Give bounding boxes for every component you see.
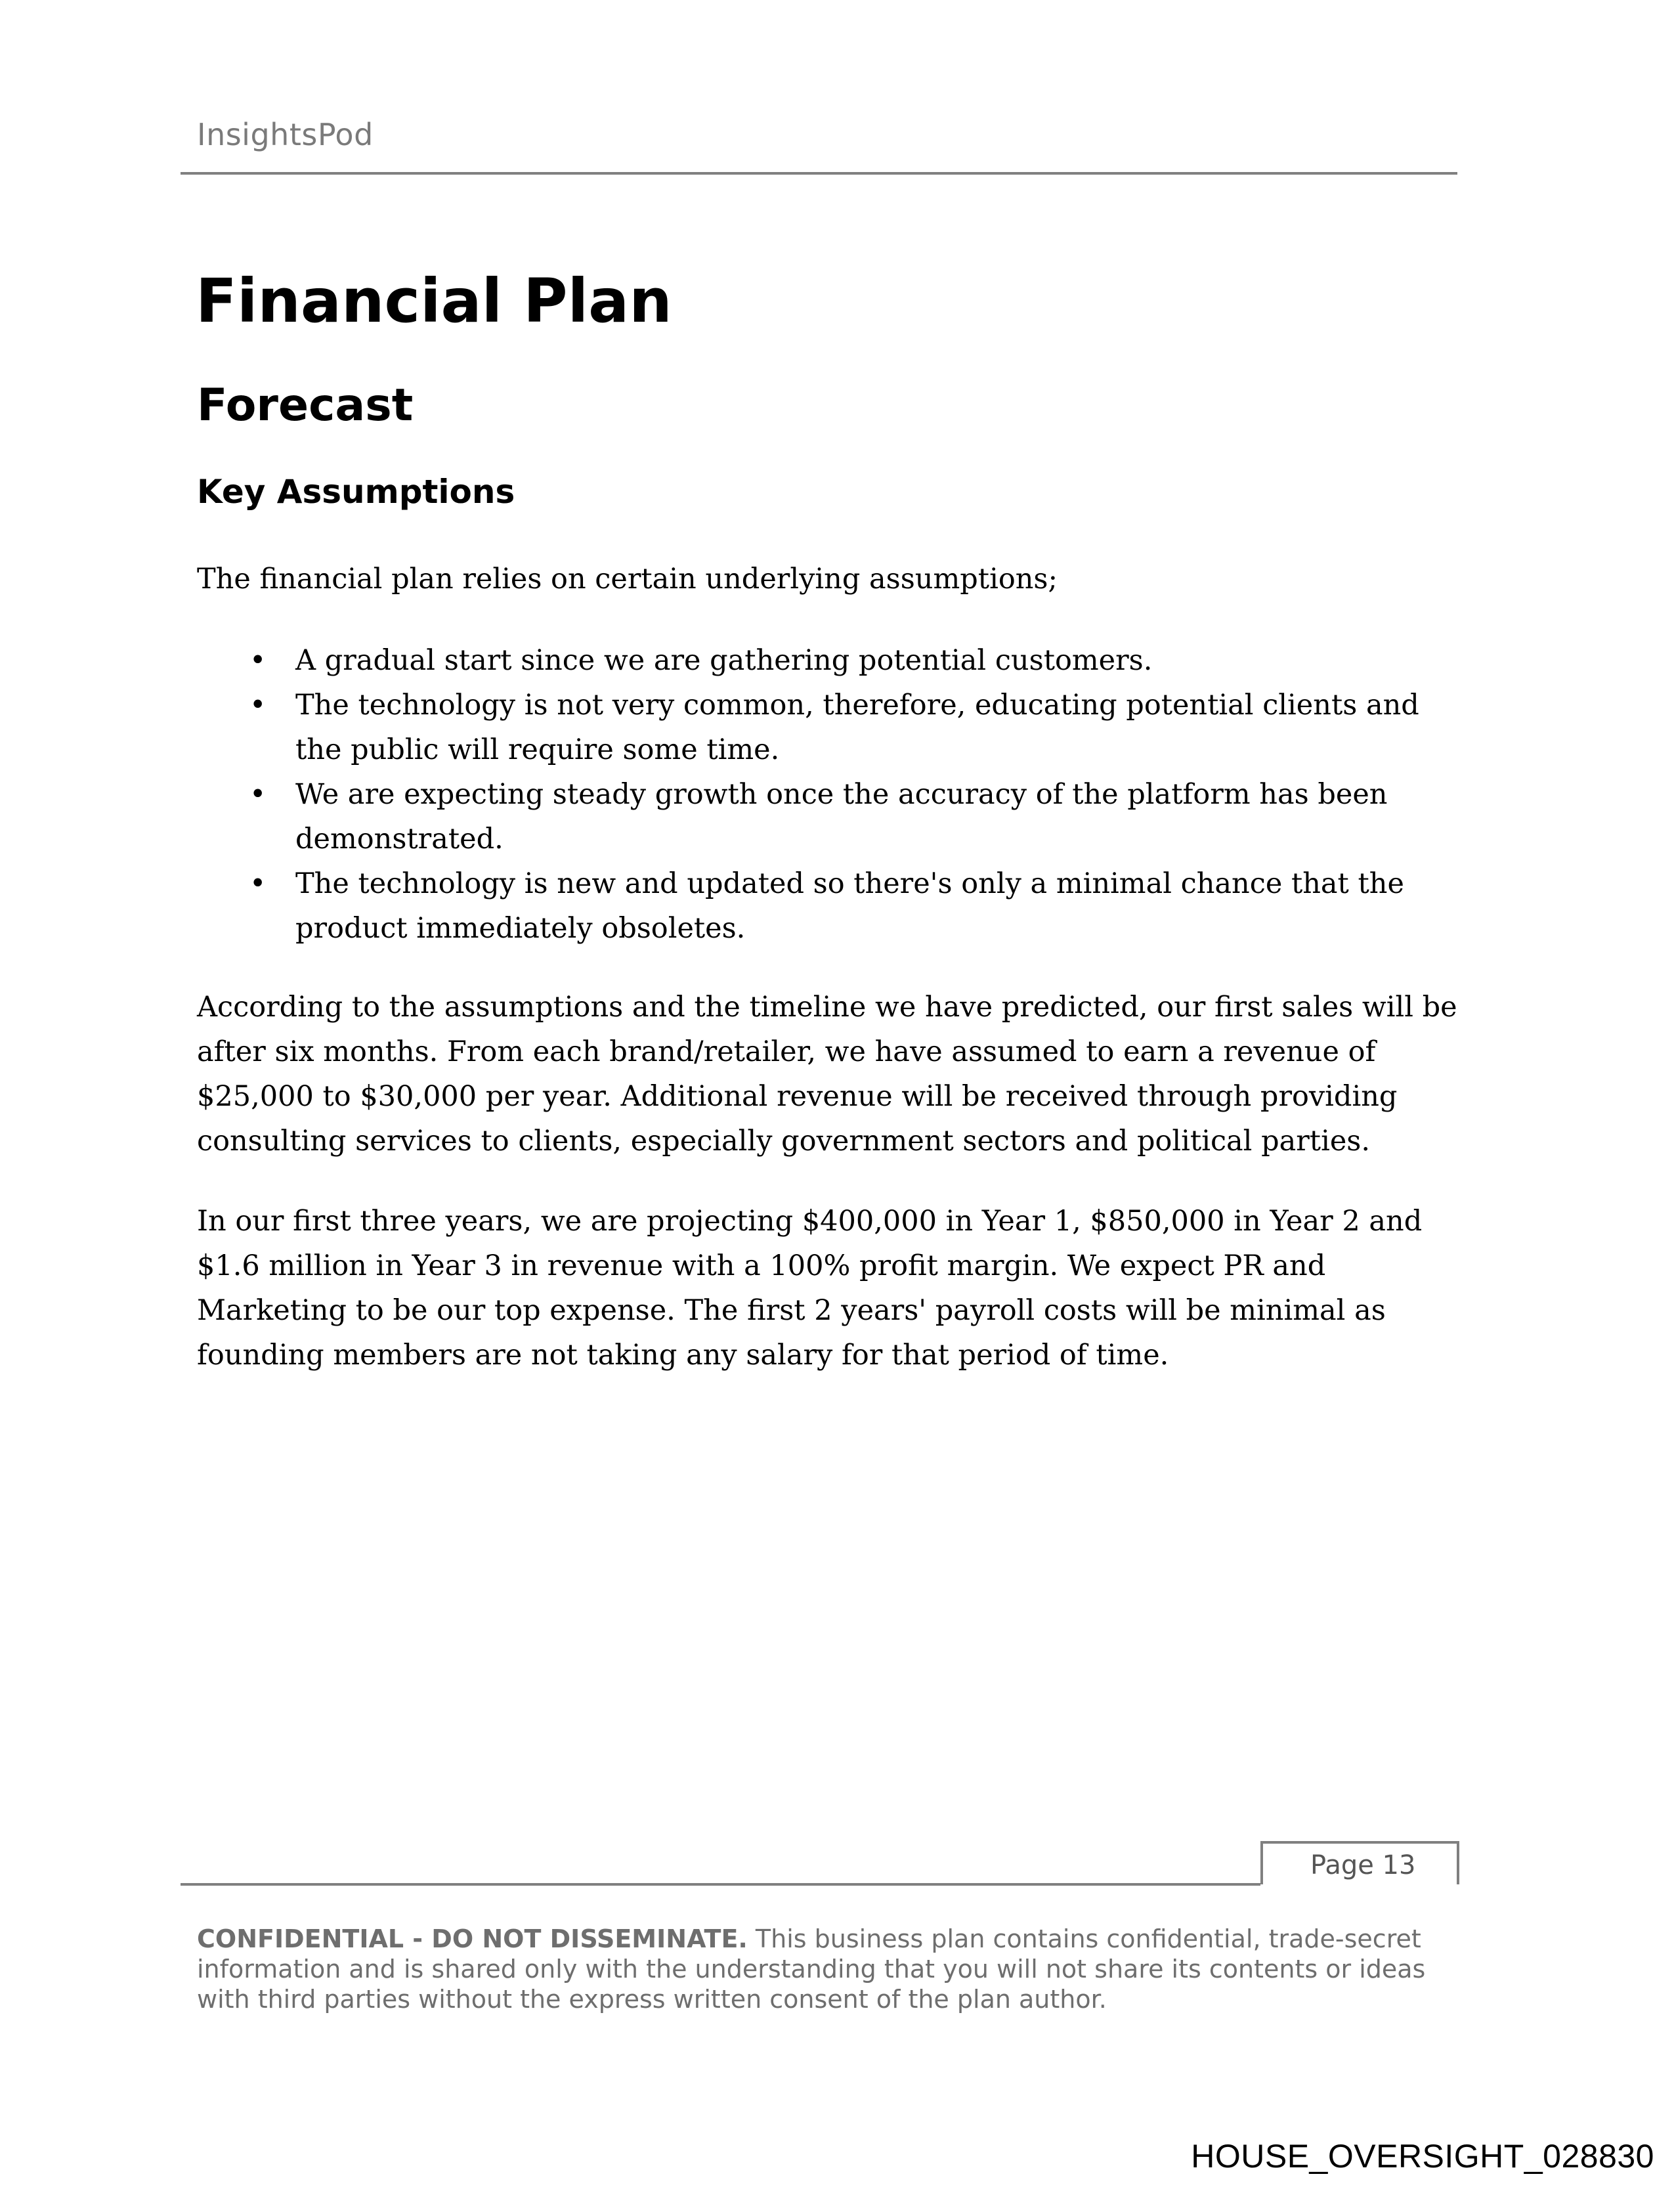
bullet-icon: •	[249, 644, 267, 677]
bates-number: HOUSE_OVERSIGHT_028830	[1191, 2138, 1654, 2175]
revenue-paragraph: According to the assumptions and the timeline we have predicted, our first sales will be after six months. From each brand/retailer, we have assumed to earn a revenue of $25,000 to $30,000 per year. Additional revenue will be received through providing consulting services to clients, especially government sectors and political parties.	[197, 991, 1457, 1158]
list-item-text: The technology is new and updated so there's only a minimal chance that the product immediately obsoletes.	[295, 867, 1404, 945]
page-number: Page 13	[1310, 1850, 1416, 1880]
bullet-icon: •	[249, 689, 267, 722]
list-item-text: A gradual start since we are gathering potential customers.	[295, 644, 1153, 677]
confidential-lead: CONFIDENTIAL - DO NOT DISSEMINATE.	[197, 1924, 748, 1953]
bullet-icon: •	[249, 867, 267, 900]
projection-paragraph: In our first three years, we are projecting $400,000 in Year 1, $850,000 in Year 2 and $1.6 million in Year 3 in revenue with a 100% profit margin. We expect PR and Marketing to be our top expense. The first 2 years' payroll costs will be minimal as founding members are not taking any salary for that period of time.	[197, 1205, 1423, 1372]
confidentiality-notice	[197, 1924, 1477, 2014]
list-item-text: We are expecting steady growth once the accuracy of the platform has been demonstrated.	[295, 778, 1388, 856]
intro-text: The financial plan relies on certain underlying assumptions;	[197, 563, 1058, 596]
page-title: Financial Plan	[196, 266, 672, 336]
list-item	[197, 683, 1464, 772]
list-item	[197, 638, 1464, 683]
page-number-box	[1260, 1841, 1459, 1884]
subsection-heading: Key Assumptions	[197, 473, 515, 511]
list-item	[197, 772, 1464, 861]
section-heading: Forecast	[197, 380, 414, 431]
assumptions-list	[197, 638, 1464, 951]
list-item	[197, 861, 1464, 951]
confidential-text: This business plan contains confidential, trade-secret information and is shared only with the understanding that you will not share its contents or ideas with third parties without the express written consent of the plan author.	[197, 1924, 1426, 2014]
list-item-text: The technology is not very common, therefore, educating potential clients and the public will require some time.	[295, 689, 1419, 766]
footer-divider	[181, 1883, 1260, 1886]
header-divider	[181, 172, 1457, 175]
bullet-icon: •	[249, 778, 267, 811]
header-brand: InsightsPod	[197, 117, 374, 152]
